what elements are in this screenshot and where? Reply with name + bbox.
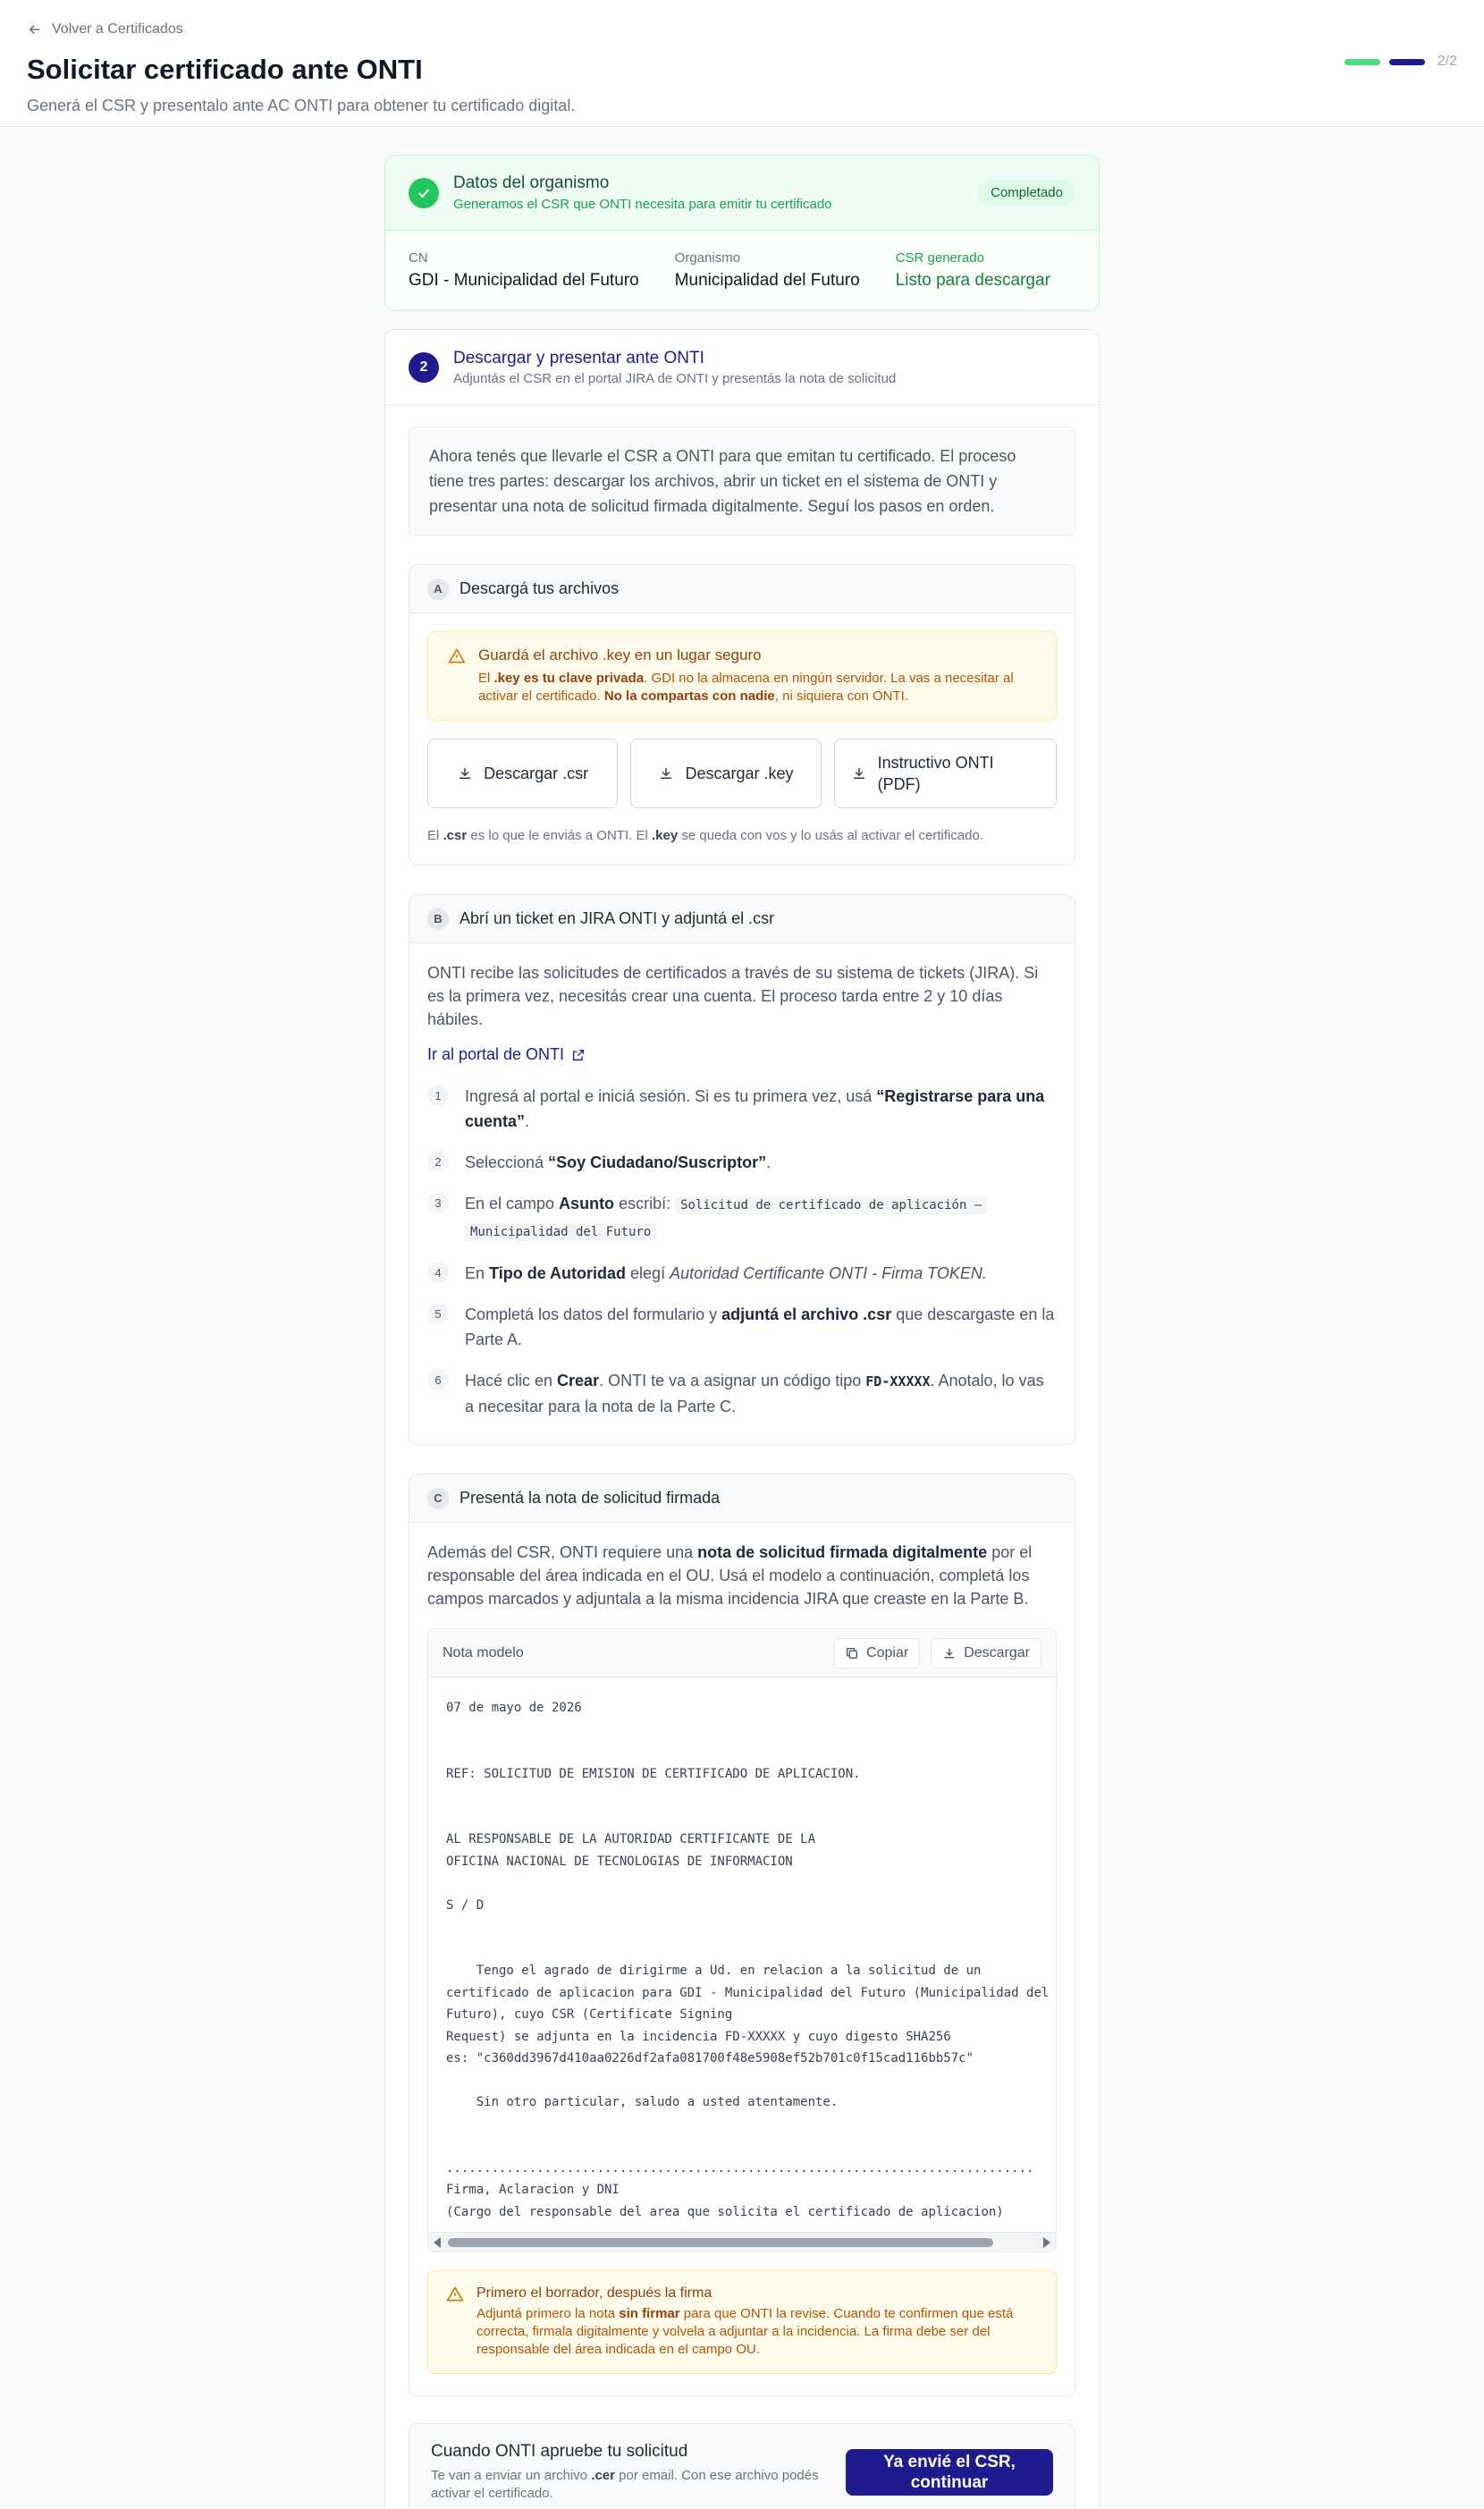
part-b-title: Abrí un ticket en JIRA ONTI y adjuntá el .csr [460, 909, 775, 927]
approval-title: Cuando ONTI apruebe tu solicitud [431, 2442, 688, 2461]
field-value: GDI - Municipalidad del Futuro [409, 271, 639, 290]
download-note-button[interactable] [931, 1638, 1041, 1668]
scroll-thumb[interactable] [448, 2238, 993, 2247]
part-letter: B [427, 908, 449, 930]
list-item: 2 Seleccioná “Soy Ciudadano/Suscriptor”. [427, 1150, 1057, 1175]
part-letter: C [427, 1488, 449, 1509]
status-badge: Completado [978, 180, 1075, 206]
part-b [409, 894, 1075, 1445]
part-c-title: Presentá la nota de solicitud firmada [460, 1489, 721, 1507]
copy-button[interactable] [833, 1638, 920, 1668]
intro-box: Ahora tenés que llevarle el CSR a ONTI para que emitan tu certificado. El proceso tiene tres partes: descargar los archivos, abrir un ticket en el sistema de ONTI y presentar una nota de solicitud firmada digitalmente. Seguí los pasos en orden. [409, 427, 1075, 536]
list-number: 5 [427, 1303, 449, 1324]
step-number: 2 [409, 352, 439, 383]
download-icon [851, 765, 867, 781]
field-label: CN [409, 250, 428, 266]
back-link-label: Volver a Certificados [52, 21, 183, 37]
onti-portal-link[interactable] [427, 1045, 1057, 1064]
scroll-right-icon[interactable] [1043, 2237, 1050, 2248]
note-model-title: Nota modelo [443, 1644, 524, 1660]
warning-title: Guardá el archivo .key en un lugar seguro [478, 646, 762, 663]
step-2-card [384, 329, 1100, 2509]
approval-box [409, 2423, 1075, 2509]
download-instructivo-button[interactable] [834, 739, 1057, 808]
check-icon [409, 178, 439, 208]
download-csr-button[interactable] [427, 739, 618, 808]
field-organismo [675, 250, 860, 291]
step-1-title: Datos del organismo [453, 173, 610, 192]
scroll-left-icon[interactable] [434, 2237, 441, 2248]
list-item: 4 En Tipo de Autoridad elegí Autoridad Certificante ONTI - Firma TOKEN. [427, 1261, 1057, 1286]
step-1-fields [385, 231, 1099, 310]
button-label: Descargar .key [685, 764, 794, 782]
field-csr [896, 250, 1050, 291]
steps-list [427, 1084, 1057, 1419]
page-title: Solicitar certificado ante ONTI [27, 54, 423, 85]
step-2-header [385, 330, 1099, 405]
copy-icon [845, 1646, 859, 1660]
progress-bar-step-1 [1345, 59, 1380, 65]
warning-text: Adjuntá primero la nota sin firmar para que ONTI la revise. Cuando te confirmen que está correcta, firmala digitalmente y volvela a adjuntar a la incidencia. La firma debe ser del responsable del área indicada en el campo OU. [476, 2306, 1014, 2357]
download-icon [457, 765, 473, 781]
main-content [384, 155, 1100, 2509]
part-a-title: Descargá tus archivos [460, 579, 620, 597]
list-item: 3 En el campo Asunto escribí: Solicitud de certificado de aplicación – Municipalidad del Futuro [427, 1191, 1057, 1245]
download-key-button[interactable] [630, 739, 821, 808]
button-label: Instructivo ONTI (PDF) [877, 754, 994, 793]
external-link-icon [571, 1048, 586, 1062]
field-value: Municipalidad del Futuro [674, 271, 860, 290]
warning-title: Primero el borrador, después la firma [476, 2285, 712, 2301]
warning-icon [448, 647, 466, 665]
step-1-header [385, 156, 1099, 231]
files-note: El .csr es lo que le enviás a ONTI. El .key se queda con vos y lo usás al activar el certificado. [427, 828, 984, 843]
step-progress [1345, 54, 1457, 70]
part-b-paragraph: ONTI recibe las solicitudes de certificados a través de su sistema de tickets (JIRA). Si es la primera vez, necesitás crear una cuenta. El proceso tarda entre 2 y 10 días hábiles. [427, 964, 1039, 1028]
step-2-subtitle: Adjuntás el CSR en el portal JIRA de ONTI y presentás la nota de solicitud [453, 370, 897, 386]
note-text[interactable]: 07 de mayo de 2026 REF: SOLICITUD DE EMISION DE CERTIFICADO DE APLICACION. AL RESPONSABLE DE LA AUTORIDAD CERTIFICANTE DE LA OFICINA NACIONAL DE TECNOLOGIAS DE INFORMACION S / D Tengo el agrado de dirigirme a Ud. en relacion a la solicitud de un certificado de aplicacion para GDI - Municipalidad del Futuro (Municipalidad del Futuro), cuyo CSR (Certificate Signing Request) se adjunta en la incidencia FD-XXXXX y cuyo digesto SHA256 es: "c360dd3967d410aa0226df2afa081700f48e5908ef52b701c0f15cad116bb57c" Sin otro particular, saludo a usted atentamente. .............................................................................. Firma, Aclaracion y DNI (Cargo del responsable del area que solicita el certificado de aplicacion) [446, 1701, 1050, 2219]
list-item: 1 Ingresá al portal e iniciá sesión. Si es tu primera vez, usá “Registrarse para una cuenta”. [427, 1084, 1057, 1134]
progress-text: 2/2 [1437, 54, 1457, 69]
part-a [409, 564, 1075, 866]
subject-code: Solicitud de certificado de aplicación – [675, 1196, 987, 1214]
list-number: 4 [427, 1262, 449, 1283]
horizontal-scrollbar[interactable] [428, 2232, 1056, 2251]
note-model [427, 1628, 1057, 2252]
page-subtitle: Generá el CSR y presentalo ante AC ONTI para obtener tu certificado digital. [27, 97, 576, 114]
list-item: 6 Hacé clic en Crear. ONTI te va a asignar un código tipo FD-XXXXX. Anotalo, lo vas a necesitar para la nota de la Parte C. [427, 1368, 1057, 1419]
back-link[interactable] [27, 21, 1457, 38]
part-c [409, 1474, 1075, 2396]
step-2-title: Descargar y presentar ante ONTI [453, 348, 704, 367]
link-label: Ir al portal de ONTI [427, 1045, 565, 1063]
page-header [0, 0, 1484, 127]
step-1-subtitle: Generamos el CSR que ONTI necesita para emitir tu certificado [453, 197, 832, 212]
approval-text: Te van a enviar un archivo .cer por email. Con ese archivo podés activar el certificado. [431, 2468, 819, 2501]
button-label: Descargar [964, 1644, 1030, 1660]
draft-warning-box [427, 2270, 1057, 2374]
download-icon [658, 765, 674, 781]
continue-button[interactable]: Ya envié el CSR, continuar [846, 2449, 1053, 2496]
list-number: 2 [427, 1151, 449, 1172]
warning-text: El .key es tu clave privada. GDI no la almacena en ningún servidor. La vas a necesitar al activar el certificado. No la compartas con nadie, ni siquiera con ONTI. [478, 671, 1014, 704]
list-number: 6 [427, 1369, 449, 1390]
download-icon [942, 1646, 957, 1660]
list-number: 1 [427, 1085, 449, 1106]
list-number: 3 [427, 1192, 449, 1213]
arrow-left-icon [27, 21, 43, 38]
part-c-paragraph: Además del CSR, ONTI requiere una nota de solicitud firmada digitalmente por el responsable del área indicada en el OU. Usá el modelo a continuación, completá los campos marcados y adjuntala a la misma incidencia JIRA que creaste en la Parte B. [427, 1543, 1033, 1608]
warning-icon [446, 2285, 464, 2303]
field-cn [409, 250, 639, 291]
step-1-card [384, 155, 1100, 311]
progress-bar-step-2 [1389, 59, 1425, 65]
field-label: Organismo [674, 250, 741, 266]
field-label: CSR generado [895, 250, 984, 266]
button-label: Descargar .csr [484, 764, 589, 782]
subject-code: Municipalidad del Futuro [465, 1223, 656, 1241]
button-label: Copiar [866, 1644, 909, 1660]
warning-box [427, 631, 1057, 721]
list-item: 5 Completá los datos del formulario y adjuntá el archivo .csr que descargaste en la Parte A. [427, 1302, 1057, 1352]
field-value: Listo para descargar [895, 271, 1050, 290]
part-letter: A [427, 579, 449, 600]
